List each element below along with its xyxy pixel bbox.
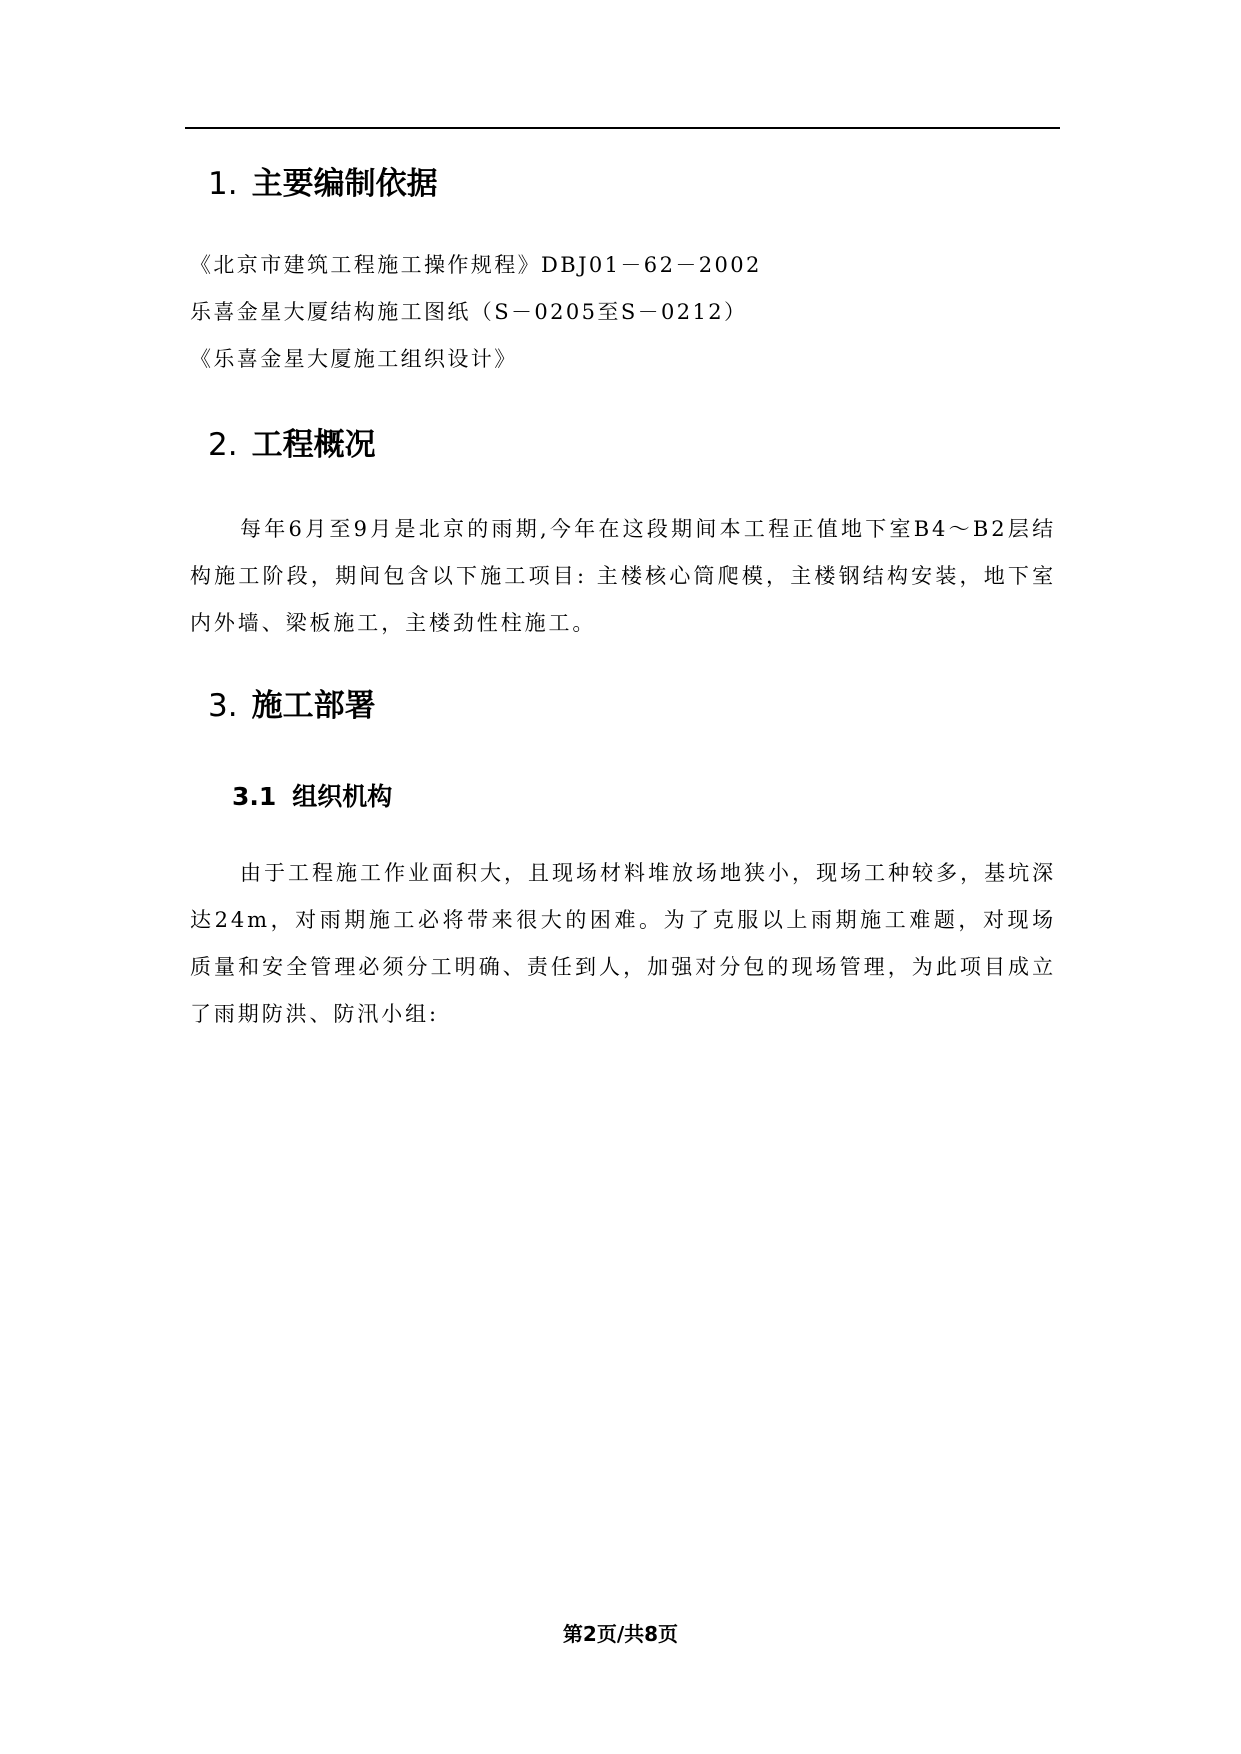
heading-number: 1.	[208, 166, 238, 202]
heading-title: 工程概况	[251, 427, 376, 463]
heading-section-1	[208, 164, 438, 204]
body-paragraph: 每年6月至9月是北京的雨期,今年在这段期间本工程正值地下室B4～B2层结构施工阶段，期间包含以下施工项目: 主楼核心筒爬模，主楼钢结构安装，地下室内外墙、梁板施工，主楼劲性柱施工。	[190, 517, 1056, 635]
heading-number: 3.1	[232, 782, 277, 811]
heading-section-3-1	[232, 780, 392, 814]
heading-number: 3.	[208, 688, 238, 724]
heading-title: 组织机构	[292, 782, 393, 811]
heading-section-2	[208, 425, 376, 465]
heading-title: 主要编制依据	[251, 166, 438, 202]
reference-item: 乐喜金星大厦结构施工图纸（S－0205至S－0212）	[190, 300, 748, 324]
reference-item: 《乐喜金星大厦施工组织设计》	[190, 347, 518, 371]
heading-section-3	[208, 686, 376, 726]
body-paragraph: 由于工程施工作业面积大，且现场材料堆放场地狭小，现场工种较多，基坑深达24m，对雨期施工必将带来很大的困难。为了克服以上雨期施工难题，对现场质量和安全管理必须分工明确、责任到人，加强对分包的现场管理，为此项目成立了雨期防洪、防汛小组:	[190, 861, 1056, 1026]
page-number-footer: 第2页/共8页	[562, 1622, 679, 1646]
header-rule	[185, 127, 1060, 129]
reference-item: 《北京市建筑工程施工操作规程》DBJ01－62－2002	[190, 253, 762, 277]
heading-title: 施工部署	[251, 688, 376, 724]
heading-number: 2.	[208, 427, 238, 463]
